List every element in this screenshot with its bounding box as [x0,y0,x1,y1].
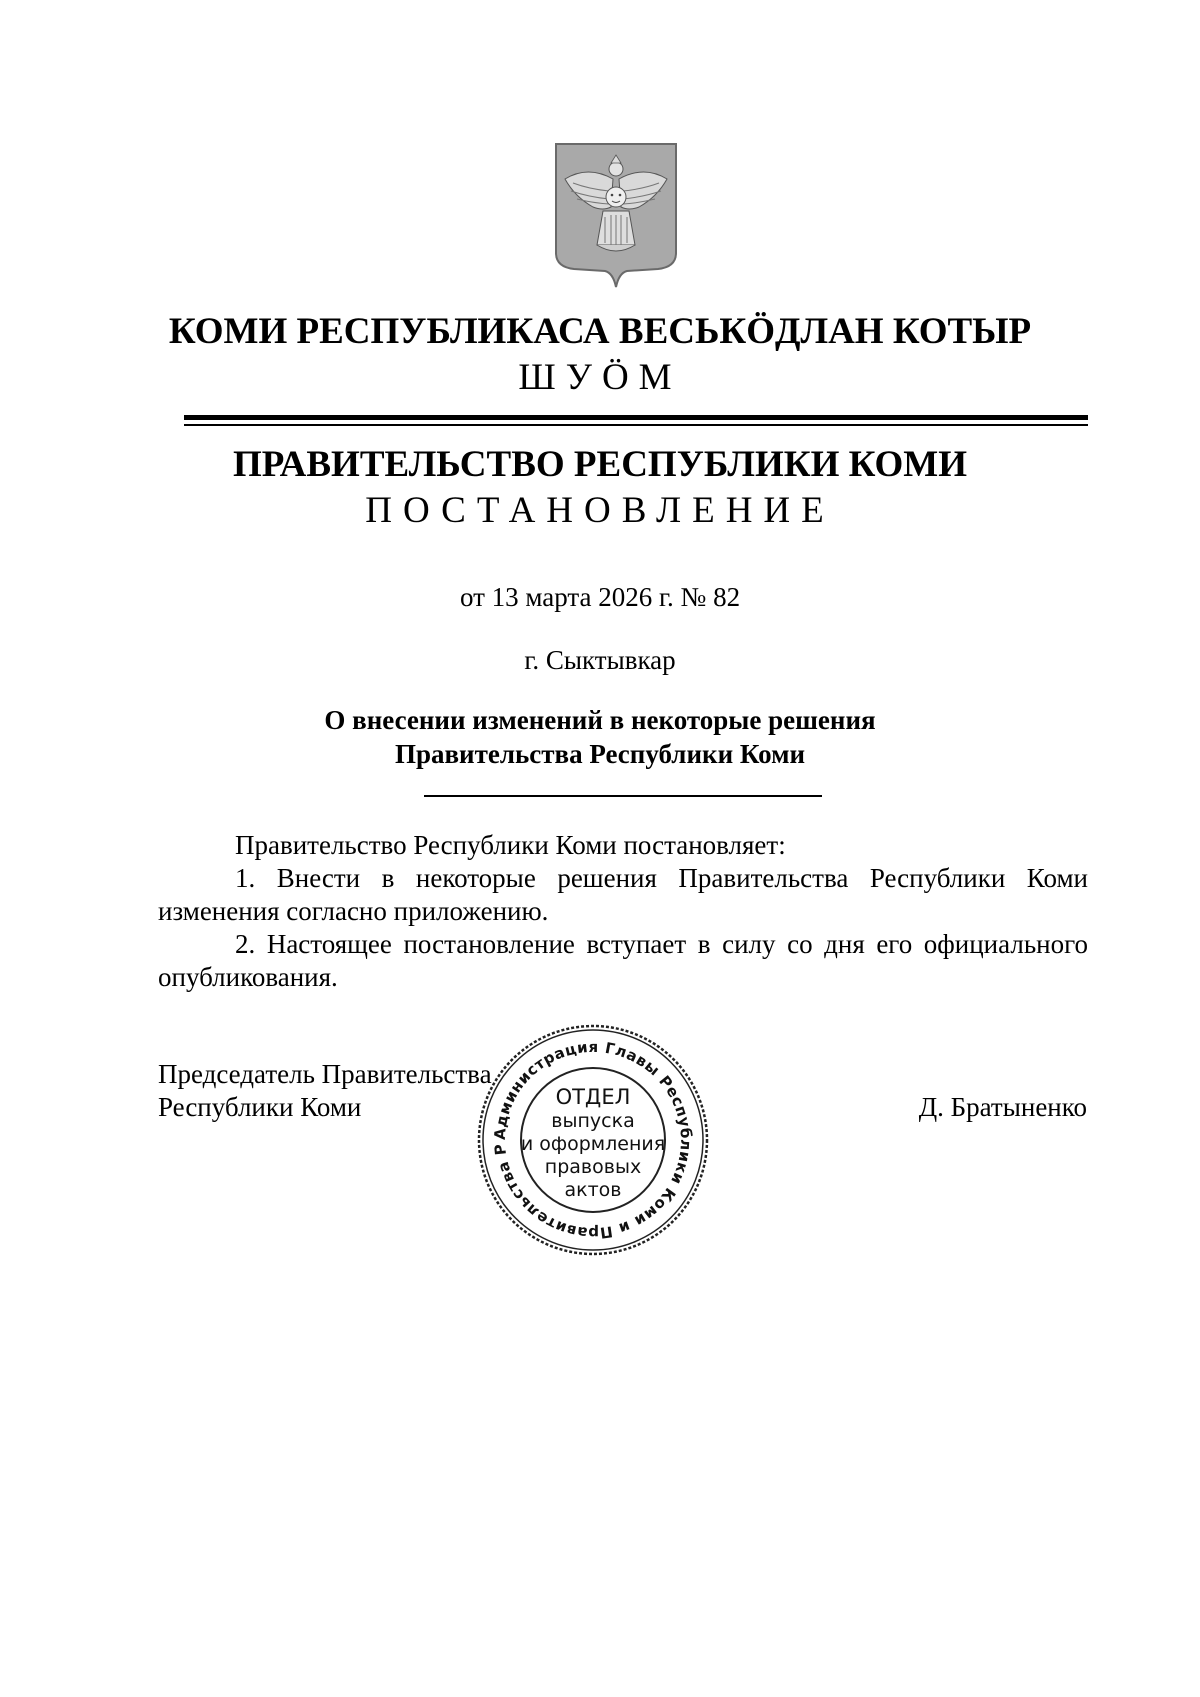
stamp-center-line-3: и оформления [520,1133,666,1155]
komi-document-type: ШУӦМ [518,357,682,398]
stamp-center-line-2: выпуска [551,1110,635,1132]
official-stamp [473,1020,713,1260]
stamp-center-line-4: правовых [544,1156,642,1178]
header-divider-thin [184,424,1088,426]
subject-underline [424,795,822,797]
document-subject [0,703,1200,771]
komi-title: КОМИ РЕСПУБЛИКАСА ВЕСЬКӦДЛАН КОТЫР [168,311,1032,352]
date-and-number: от 13 марта 2026 г. № 82 [459,582,741,612]
stamp-center-line-5: актов [564,1179,622,1201]
signatory-name: Д. Братыненко [918,1092,1087,1122]
city: г. Сыктывкар [524,645,676,675]
body-item-1: 1. Внести в некоторые решения Правительства Республики Коми изменения согласно приложению. [158,863,1088,926]
coat-of-arms-icon [553,141,679,289]
signatory-position-line-2: Республики Коми [158,1092,362,1122]
document-body [158,829,1088,994]
stamp-outer-text: Администрация Главы Республики Коми и Правительства Р [490,1037,696,1243]
russian-document-type: ПОСТАНОВЛЕНИЕ [365,490,835,531]
stamp-center-line-1: ОТДЕЛ [555,1085,631,1109]
subject-line-2: Правительства Республики Коми [394,739,806,769]
signatory-position-line-1: Председатель Правительства [158,1059,492,1089]
signatory-position [158,1058,492,1124]
subject-line-1: О внесении изменений в некоторые решения [324,705,876,735]
header-divider-thick [184,415,1088,420]
body-item-2: 2. Настоящее постановление вступает в силу со дня его официального опубликования. [158,929,1088,992]
body-intro: Правительство Республики Коми постановляет: [235,830,786,860]
russian-title: ПРАВИТЕЛЬСТВО РЕСПУБЛИКИ КОМИ [233,444,967,485]
